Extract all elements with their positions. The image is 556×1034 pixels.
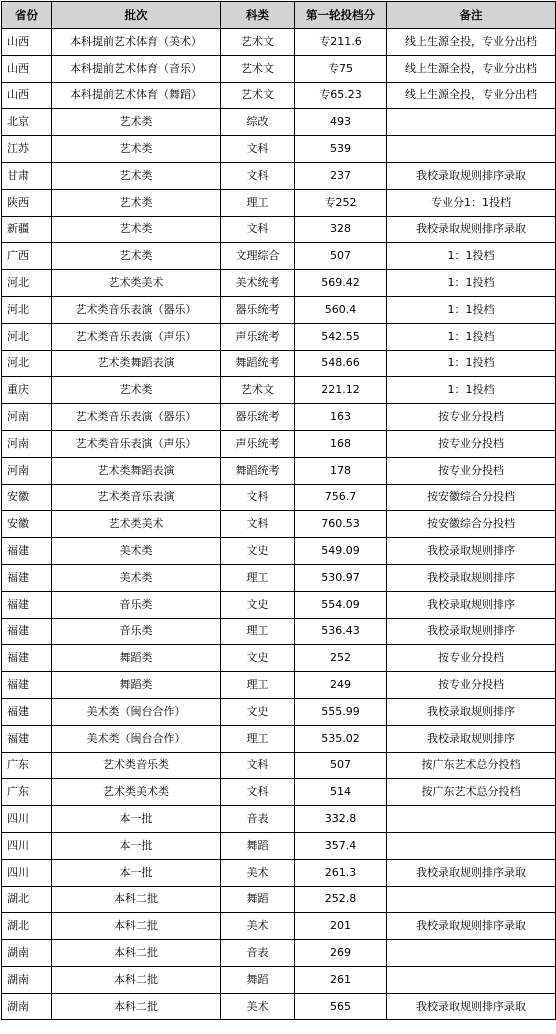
cell-batch: 本科二批 bbox=[52, 940, 221, 967]
table-row bbox=[2, 109, 556, 136]
cell-province: 山西 bbox=[2, 55, 52, 82]
cell-province: 湖北 bbox=[2, 913, 52, 940]
table-row bbox=[2, 270, 556, 297]
cell-category: 美术统考 bbox=[221, 270, 295, 297]
cell-province: 河南 bbox=[2, 430, 52, 457]
cell-category: 理工 bbox=[221, 672, 295, 699]
cell-remarks: 1：1投档 bbox=[387, 243, 556, 270]
cell-batch: 舞蹈类 bbox=[52, 672, 221, 699]
table-row bbox=[2, 591, 556, 618]
cell-category: 艺术文 bbox=[221, 55, 295, 82]
table-row bbox=[2, 484, 556, 511]
cell-province: 福建 bbox=[2, 618, 52, 645]
table-row bbox=[2, 832, 556, 859]
cell-score: 530.97 bbox=[295, 564, 387, 591]
cell-remarks: 我校录取规则排序 bbox=[387, 591, 556, 618]
table-row bbox=[2, 29, 556, 56]
cell-category: 文史 bbox=[221, 645, 295, 672]
cell-remarks: 按广东艺术总分投档 bbox=[387, 779, 556, 806]
cell-batch: 艺术类 bbox=[52, 109, 221, 136]
table-row bbox=[2, 136, 556, 163]
cell-category: 文科 bbox=[221, 136, 295, 163]
table-row bbox=[2, 189, 556, 216]
cell-remarks: 按专业分投档 bbox=[387, 457, 556, 484]
cell-score: 548.66 bbox=[295, 350, 387, 377]
cell-category: 器乐统考 bbox=[221, 296, 295, 323]
cell-category: 文科 bbox=[221, 484, 295, 511]
cell-province: 甘肃 bbox=[2, 162, 52, 189]
cell-score: 专75 bbox=[295, 55, 387, 82]
table-row bbox=[2, 779, 556, 806]
cell-category: 音表 bbox=[221, 806, 295, 833]
cell-category: 舞蹈 bbox=[221, 832, 295, 859]
table-row bbox=[2, 725, 556, 752]
cell-category: 美术 bbox=[221, 859, 295, 886]
cell-batch: 美术类 bbox=[52, 564, 221, 591]
table-row bbox=[2, 806, 556, 833]
cell-province: 福建 bbox=[2, 591, 52, 618]
cell-province: 广东 bbox=[2, 779, 52, 806]
cell-category: 美术 bbox=[221, 993, 295, 1020]
table-row bbox=[2, 350, 556, 377]
cell-score: 493 bbox=[295, 109, 387, 136]
cell-batch: 本科二批 bbox=[52, 993, 221, 1020]
cell-remarks: 1：1投档 bbox=[387, 350, 556, 377]
cell-score: 专65.23 bbox=[295, 82, 387, 109]
table-row bbox=[2, 993, 556, 1020]
table-row bbox=[2, 564, 556, 591]
cell-province: 四川 bbox=[2, 859, 52, 886]
cell-score: 555.99 bbox=[295, 698, 387, 725]
cell-category: 理工 bbox=[221, 725, 295, 752]
cell-province: 安徽 bbox=[2, 484, 52, 511]
table-row bbox=[2, 618, 556, 645]
cell-score: 514 bbox=[295, 779, 387, 806]
cell-remarks bbox=[387, 940, 556, 967]
cell-score: 261.3 bbox=[295, 859, 387, 886]
cell-province: 江苏 bbox=[2, 136, 52, 163]
cell-score: 507 bbox=[295, 243, 387, 270]
cell-remarks: 我校录取规则排序录取 bbox=[387, 859, 556, 886]
table-row bbox=[2, 323, 556, 350]
cell-score: 252.8 bbox=[295, 886, 387, 913]
cell-category: 文史 bbox=[221, 698, 295, 725]
cell-score: 249 bbox=[295, 672, 387, 699]
cell-province: 新疆 bbox=[2, 216, 52, 243]
table-row bbox=[2, 216, 556, 243]
table-row bbox=[2, 511, 556, 538]
cell-batch: 本一批 bbox=[52, 859, 221, 886]
table-row bbox=[2, 162, 556, 189]
cell-score: 178 bbox=[295, 457, 387, 484]
cell-batch: 本一批 bbox=[52, 832, 221, 859]
table-row bbox=[2, 377, 556, 404]
cell-score: 332.8 bbox=[295, 806, 387, 833]
cell-batch: 艺术类美术 bbox=[52, 270, 221, 297]
cell-score: 269 bbox=[295, 940, 387, 967]
admission-table bbox=[1, 1, 556, 1020]
cell-score: 760.53 bbox=[295, 511, 387, 538]
cell-province: 广西 bbox=[2, 243, 52, 270]
cell-batch: 艺术类舞蹈表演 bbox=[52, 457, 221, 484]
cell-batch: 美术类（闽台合作） bbox=[52, 698, 221, 725]
cell-category: 舞蹈 bbox=[221, 966, 295, 993]
header-score: 第一轮投档分 bbox=[295, 2, 387, 29]
table-row bbox=[2, 672, 556, 699]
header-row bbox=[2, 2, 556, 29]
cell-province: 福建 bbox=[2, 698, 52, 725]
cell-score: 756.7 bbox=[295, 484, 387, 511]
cell-batch: 本科提前艺术体育（美术） bbox=[52, 29, 221, 56]
cell-batch: 艺术类音乐表演（声乐） bbox=[52, 430, 221, 457]
cell-batch: 艺术类 bbox=[52, 189, 221, 216]
cell-remarks: 1：1投档 bbox=[387, 296, 556, 323]
cell-remarks: 我校录取规则排序 bbox=[387, 564, 556, 591]
cell-category: 理工 bbox=[221, 564, 295, 591]
cell-batch: 艺术类音乐表演（器乐） bbox=[52, 296, 221, 323]
cell-category: 舞蹈统考 bbox=[221, 457, 295, 484]
table-header bbox=[2, 2, 556, 29]
cell-category: 理工 bbox=[221, 618, 295, 645]
cell-batch: 本科提前艺术体育（舞蹈） bbox=[52, 82, 221, 109]
cell-category: 综改 bbox=[221, 109, 295, 136]
cell-remarks: 按专业分投档 bbox=[387, 645, 556, 672]
cell-remarks: 线上生源全投，专业分出档 bbox=[387, 82, 556, 109]
cell-score: 507 bbox=[295, 752, 387, 779]
cell-batch: 艺术类舞蹈表演 bbox=[52, 350, 221, 377]
table-row bbox=[2, 243, 556, 270]
cell-remarks bbox=[387, 109, 556, 136]
table-row bbox=[2, 55, 556, 82]
cell-category: 音表 bbox=[221, 940, 295, 967]
cell-batch: 艺术类 bbox=[52, 162, 221, 189]
cell-province: 山西 bbox=[2, 82, 52, 109]
cell-remarks: 专业分1：1投档 bbox=[387, 189, 556, 216]
header-category: 科类 bbox=[221, 2, 295, 29]
cell-category: 艺术文 bbox=[221, 377, 295, 404]
cell-score: 549.09 bbox=[295, 538, 387, 565]
cell-score: 539 bbox=[295, 136, 387, 163]
table-body bbox=[2, 29, 556, 1020]
table-row bbox=[2, 538, 556, 565]
cell-score: 168 bbox=[295, 430, 387, 457]
cell-remarks: 我校录取规则排序 bbox=[387, 538, 556, 565]
table-row bbox=[2, 82, 556, 109]
cell-category: 文科 bbox=[221, 779, 295, 806]
table-row bbox=[2, 457, 556, 484]
cell-category: 舞蹈 bbox=[221, 886, 295, 913]
cell-province: 河南 bbox=[2, 404, 52, 431]
header-province: 省份 bbox=[2, 2, 52, 29]
table-row bbox=[2, 859, 556, 886]
cell-remarks: 我校录取规则排序录取 bbox=[387, 162, 556, 189]
cell-remarks: 1：1投档 bbox=[387, 323, 556, 350]
cell-score: 357.4 bbox=[295, 832, 387, 859]
cell-batch: 艺术类 bbox=[52, 243, 221, 270]
cell-score: 201 bbox=[295, 913, 387, 940]
cell-remarks: 按专业分投档 bbox=[387, 404, 556, 431]
cell-province: 山西 bbox=[2, 29, 52, 56]
cell-category: 文科 bbox=[221, 216, 295, 243]
cell-province: 安徽 bbox=[2, 511, 52, 538]
cell-province: 北京 bbox=[2, 109, 52, 136]
cell-category: 文科 bbox=[221, 162, 295, 189]
cell-province: 福建 bbox=[2, 564, 52, 591]
cell-remarks: 按安徽综合分投档 bbox=[387, 484, 556, 511]
cell-category: 艺术文 bbox=[221, 82, 295, 109]
header-batch: 批次 bbox=[52, 2, 221, 29]
cell-category: 文理综合 bbox=[221, 243, 295, 270]
cell-batch: 艺术类美术类 bbox=[52, 779, 221, 806]
table-row bbox=[2, 752, 556, 779]
table-row bbox=[2, 698, 556, 725]
cell-remarks: 我校录取规则排序录取 bbox=[387, 913, 556, 940]
cell-category: 文科 bbox=[221, 511, 295, 538]
cell-category: 声乐统考 bbox=[221, 323, 295, 350]
cell-category: 艺术文 bbox=[221, 29, 295, 56]
cell-remarks: 按专业分投档 bbox=[387, 672, 556, 699]
cell-category: 文科 bbox=[221, 752, 295, 779]
cell-score: 163 bbox=[295, 404, 387, 431]
cell-batch: 艺术类 bbox=[52, 377, 221, 404]
cell-category: 文史 bbox=[221, 591, 295, 618]
cell-batch: 美术类（闽台合作） bbox=[52, 725, 221, 752]
cell-score: 专211.6 bbox=[295, 29, 387, 56]
cell-remarks bbox=[387, 886, 556, 913]
cell-batch: 艺术类美术 bbox=[52, 511, 221, 538]
cell-score: 252 bbox=[295, 645, 387, 672]
table-row bbox=[2, 430, 556, 457]
cell-score: 554.09 bbox=[295, 591, 387, 618]
cell-remarks bbox=[387, 832, 556, 859]
cell-score: 542.55 bbox=[295, 323, 387, 350]
cell-remarks: 线上生源全投，专业分出档 bbox=[387, 29, 556, 56]
cell-category: 舞蹈统考 bbox=[221, 350, 295, 377]
cell-batch: 艺术类音乐类 bbox=[52, 752, 221, 779]
cell-score: 328 bbox=[295, 216, 387, 243]
cell-province: 湖南 bbox=[2, 940, 52, 967]
cell-score: 专252 bbox=[295, 189, 387, 216]
cell-batch: 音乐类 bbox=[52, 591, 221, 618]
cell-batch: 艺术类 bbox=[52, 136, 221, 163]
cell-province: 湖北 bbox=[2, 886, 52, 913]
cell-batch: 艺术类 bbox=[52, 216, 221, 243]
cell-category: 美术 bbox=[221, 913, 295, 940]
cell-score: 569.42 bbox=[295, 270, 387, 297]
cell-remarks: 线上生源全投，专业分出档 bbox=[387, 55, 556, 82]
cell-province: 福建 bbox=[2, 725, 52, 752]
cell-remarks: 按广东艺术总分投档 bbox=[387, 752, 556, 779]
cell-province: 河南 bbox=[2, 457, 52, 484]
cell-category: 声乐统考 bbox=[221, 430, 295, 457]
cell-batch: 艺术类音乐表演 bbox=[52, 484, 221, 511]
cell-score: 560.4 bbox=[295, 296, 387, 323]
cell-province: 河北 bbox=[2, 323, 52, 350]
cell-remarks: 我校录取规则排序 bbox=[387, 698, 556, 725]
cell-batch: 舞蹈类 bbox=[52, 645, 221, 672]
cell-batch: 艺术类音乐表演（器乐） bbox=[52, 404, 221, 431]
cell-province: 福建 bbox=[2, 672, 52, 699]
cell-remarks: 1：1投档 bbox=[387, 270, 556, 297]
cell-province: 湖南 bbox=[2, 966, 52, 993]
cell-remarks: 1：1投档 bbox=[387, 377, 556, 404]
cell-province: 陕西 bbox=[2, 189, 52, 216]
cell-province: 四川 bbox=[2, 806, 52, 833]
table-row bbox=[2, 913, 556, 940]
cell-remarks: 我校录取规则排序 bbox=[387, 725, 556, 752]
cell-batch: 美术类 bbox=[52, 538, 221, 565]
table-row bbox=[2, 886, 556, 913]
cell-batch: 本科二批 bbox=[52, 966, 221, 993]
cell-province: 福建 bbox=[2, 645, 52, 672]
cell-province: 河北 bbox=[2, 350, 52, 377]
cell-remarks: 按安徽综合分投档 bbox=[387, 511, 556, 538]
table-row bbox=[2, 966, 556, 993]
cell-score: 535.02 bbox=[295, 725, 387, 752]
cell-category: 器乐统考 bbox=[221, 404, 295, 431]
cell-province: 河北 bbox=[2, 270, 52, 297]
cell-remarks: 我校录取规则排序录取 bbox=[387, 993, 556, 1020]
cell-score: 261 bbox=[295, 966, 387, 993]
cell-remarks: 按专业分投档 bbox=[387, 430, 556, 457]
cell-province: 河北 bbox=[2, 296, 52, 323]
cell-score: 237 bbox=[295, 162, 387, 189]
table-row bbox=[2, 940, 556, 967]
table-row bbox=[2, 645, 556, 672]
cell-batch: 本科二批 bbox=[52, 886, 221, 913]
cell-remarks: 我校录取规则排序录取 bbox=[387, 216, 556, 243]
cell-batch: 音乐类 bbox=[52, 618, 221, 645]
table-row bbox=[2, 296, 556, 323]
cell-batch: 艺术类音乐表演（声乐） bbox=[52, 323, 221, 350]
cell-province: 广东 bbox=[2, 752, 52, 779]
cell-remarks bbox=[387, 806, 556, 833]
cell-score: 565 bbox=[295, 993, 387, 1020]
cell-remarks bbox=[387, 966, 556, 993]
header-remarks: 备注 bbox=[387, 2, 556, 29]
cell-province: 福建 bbox=[2, 538, 52, 565]
cell-batch: 本一批 bbox=[52, 806, 221, 833]
cell-province: 四川 bbox=[2, 832, 52, 859]
cell-category: 文史 bbox=[221, 538, 295, 565]
cell-score: 221.12 bbox=[295, 377, 387, 404]
cell-category: 理工 bbox=[221, 189, 295, 216]
cell-batch: 本科提前艺术体育（音乐） bbox=[52, 55, 221, 82]
cell-remarks bbox=[387, 136, 556, 163]
cell-province: 重庆 bbox=[2, 377, 52, 404]
cell-batch: 本科二批 bbox=[52, 913, 221, 940]
cell-province: 湖南 bbox=[2, 993, 52, 1020]
table-row bbox=[2, 404, 556, 431]
cell-remarks: 我校录取规则排序 bbox=[387, 618, 556, 645]
cell-score: 536.43 bbox=[295, 618, 387, 645]
